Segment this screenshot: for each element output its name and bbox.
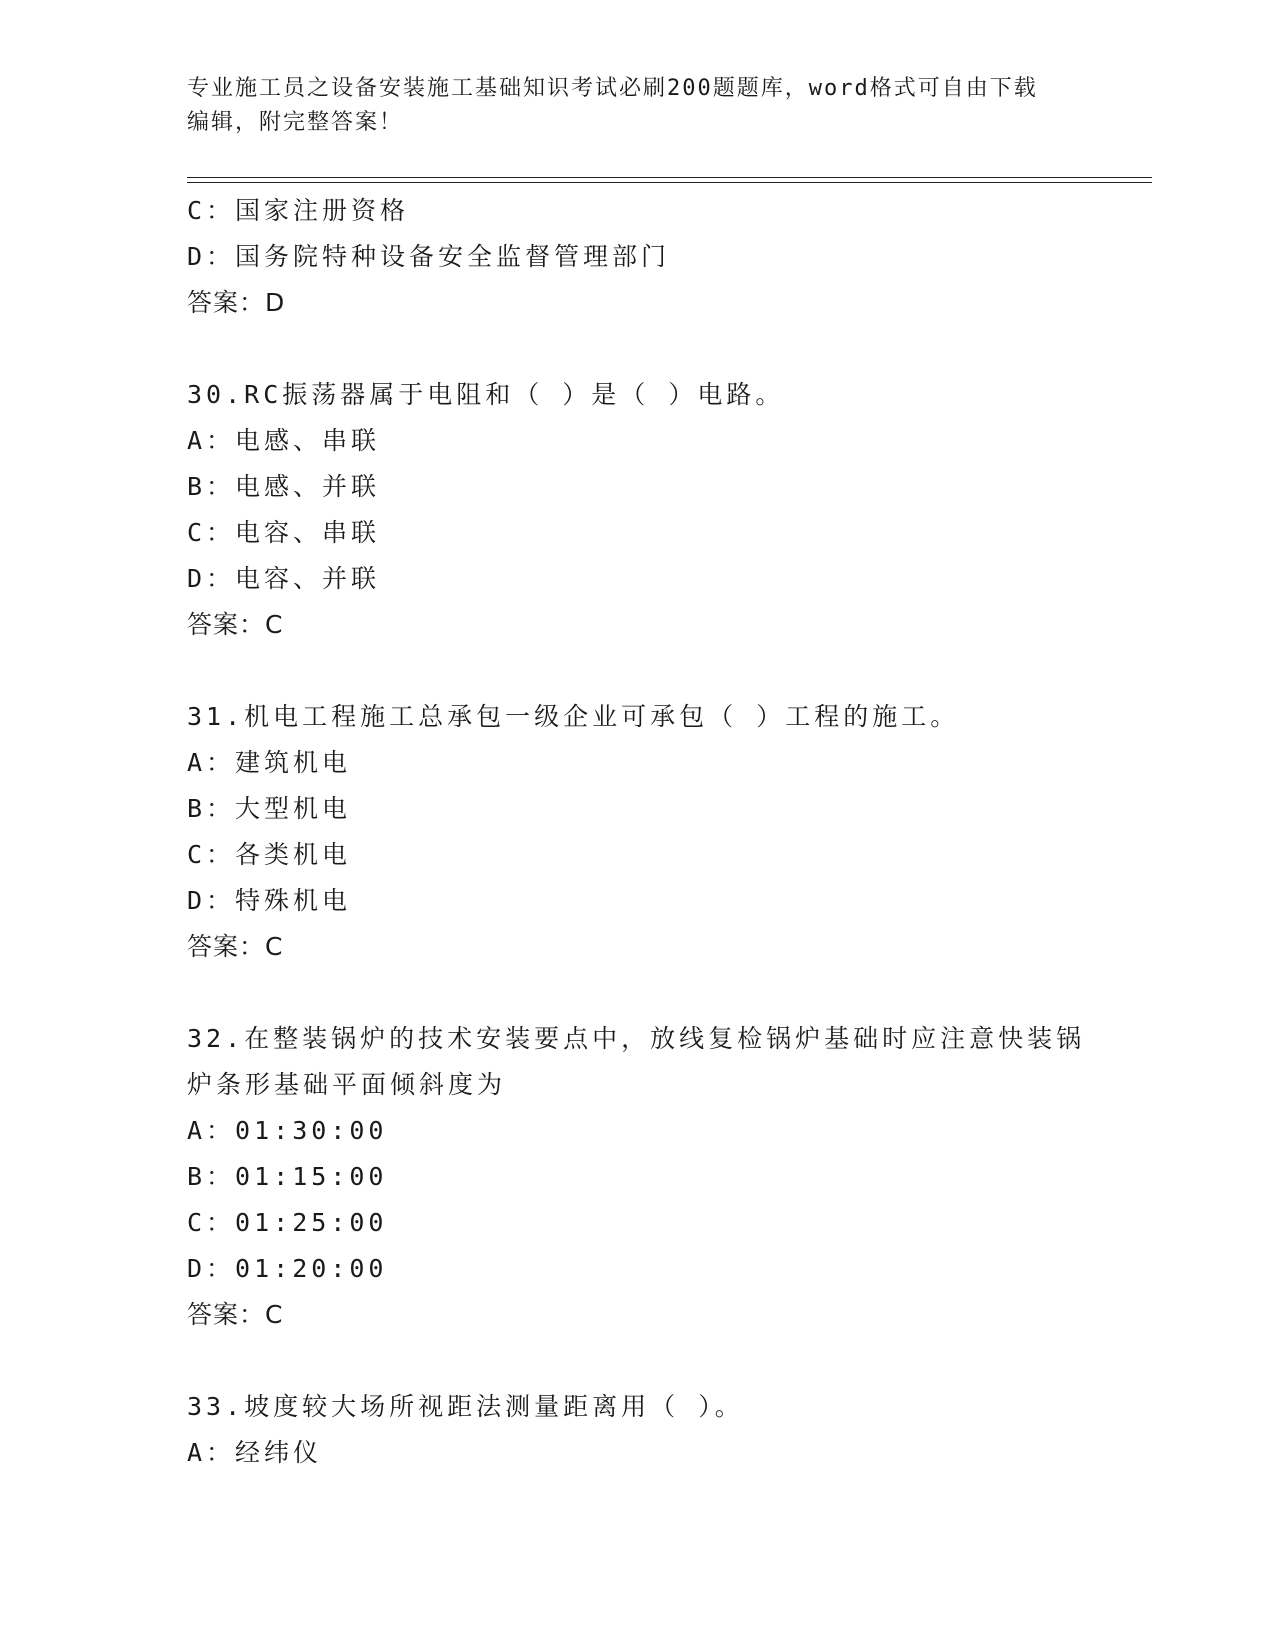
question-text-line1: 32.在整装锅炉的技术安装要点中，放线复检锅炉基础时应注意快装锅 [187, 1024, 1086, 1053]
question-text: 30.RC振荡器属于电阻和（ ）是（ ）电路。 [187, 380, 785, 409]
option-d: D：电容、并联 [187, 564, 381, 593]
header-title-line2: 编辑，附完整答案！ [187, 110, 404, 135]
option-a: A：电感、串联 [187, 426, 381, 455]
option-c: C：01:25:00 [187, 1208, 388, 1237]
spacer [187, 326, 1127, 372]
spacer [187, 1338, 1127, 1384]
answer: 答案：C [187, 610, 284, 639]
spacer [187, 970, 1127, 1016]
option-d: D：国务院特种设备安全监督管理部门 [187, 242, 671, 271]
option-c: C：电容、串联 [187, 518, 381, 547]
spacer [187, 648, 1127, 694]
option-a: A：经纬仪 [187, 1438, 323, 1467]
answer: 答案：D [187, 288, 286, 317]
option-d: D：特殊机电 [187, 886, 352, 915]
option-b: B：大型机电 [187, 794, 352, 823]
question-list [187, 188, 1127, 1476]
header-divider-top [187, 177, 1152, 178]
question-30 [187, 372, 1127, 648]
question-text: 31.机电工程施工总承包一级企业可承包（ ）工程的施工。 [187, 702, 960, 731]
question-text: 33.坡度较大场所视距法测量距离用（ ）。 [187, 1392, 744, 1421]
option-d: D：01:20:00 [187, 1254, 388, 1283]
option-b: B：电感、并联 [187, 472, 381, 501]
option-b: B：01:15:00 [187, 1162, 388, 1191]
option-a: A：建筑机电 [187, 748, 352, 777]
option-c: C：国家注册资格 [187, 196, 410, 225]
question-31 [187, 694, 1127, 970]
option-c: C：各类机电 [187, 840, 352, 869]
option-a: A：01:30:00 [187, 1116, 388, 1145]
question-29 [187, 188, 1127, 326]
question-33 [187, 1384, 1127, 1476]
question-text-line2: 炉条形基础平面倾斜度为 [187, 1070, 507, 1099]
header-divider-bottom [187, 182, 1152, 183]
answer: 答案：C [187, 1300, 284, 1329]
answer: 答案：C [187, 932, 284, 961]
question-32 [187, 1016, 1127, 1338]
document-header [187, 72, 1087, 140]
header-title-line1: 专业施工员之设备安装施工基础知识考试必刷200题题库，word格式可自由下载 [187, 76, 1038, 101]
